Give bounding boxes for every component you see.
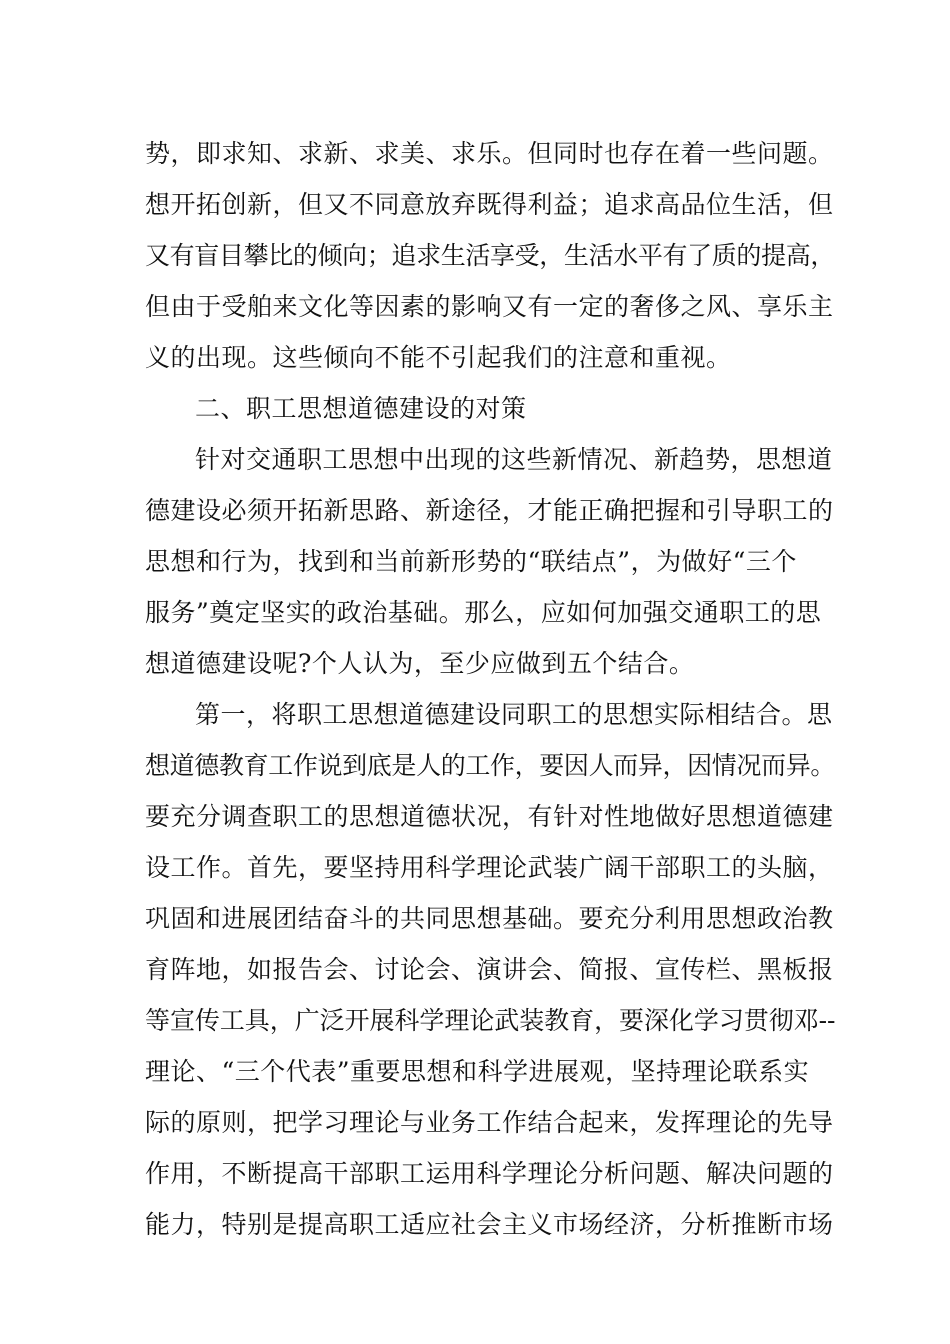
text-line: 要充分调查职工的思想道德状况，有针对性地做好思想道德建 [145,802,834,831]
text-line: 想道德教育工作说到底是人的工作，要因人而异，因情况而异。 [145,751,836,780]
text-line: 巩固和进展团结奋斗的共同思想基础。要充分利用思想政治教 [145,904,834,933]
text-line: 育阵地，如报告会、讨论会、演讲会、简报、宣传栏、黑板报 [145,955,834,984]
text-line: 设工作。首先，要坚持用科学理论武装广阔干部职工的头脑， [145,853,834,882]
text-line: 势，即求知、求新、求美、求乐。但同时也存在着一些问题。 [145,139,834,168]
text-line: 际的原则，把学习理论与业务工作结合起来，发挥理论的先导 [145,1108,834,1137]
text-line: 想开拓创新，但又不同意放弃既得利益；追求高品位生活，但 [145,190,834,219]
text-line: 能力，特别是提高职工适应社会主义市场经济，分析推断市场 [145,1210,834,1239]
text-line: 等宣传工具，广泛开展科学理论武装教育，要深化学习贯彻邓-- [145,1006,836,1035]
text-line: 又有盲目攀比的倾向；追求生活享受，生活水平有了质的提高， [145,241,836,270]
text-line: 二、职工思想道德建设的对策 [195,394,527,423]
text-line: 作用，不断提高干部职工运用科学理论分析问题、解决问题的 [145,1159,834,1188]
text-line: 第一，将职工思想道德建设同职工的思想实际相结合。思 [195,700,833,729]
text-line: 想道德建设呢?个人认为，至少应做到五个结合。 [145,649,695,678]
document-body [145,128,835,1250]
text-line: 针对交通职工思想中出现的这些新情况、新趋势，思想道 [195,445,833,474]
text-line: 思想和行为，找到和当前新形势的“联结点”，为做好“三个 [145,547,797,576]
text-line: 但由于受舶来文化等因素的影响又有一定的奢侈之风、享乐主 [145,292,834,321]
text-line: 理论、“三个代表”重要思想和科学进展观，坚持理论联系实 [145,1057,810,1086]
text-line: 德建设必须开拓新思路、新途径，才能正确把握和引导职工的 [145,496,834,525]
text-line: 义的出现。这些倾向不能不引起我们的注意和重视。 [145,343,732,372]
text-line: 服务”奠定坚实的政治基础。那么，应如何加强交通职工的思 [145,598,822,627]
